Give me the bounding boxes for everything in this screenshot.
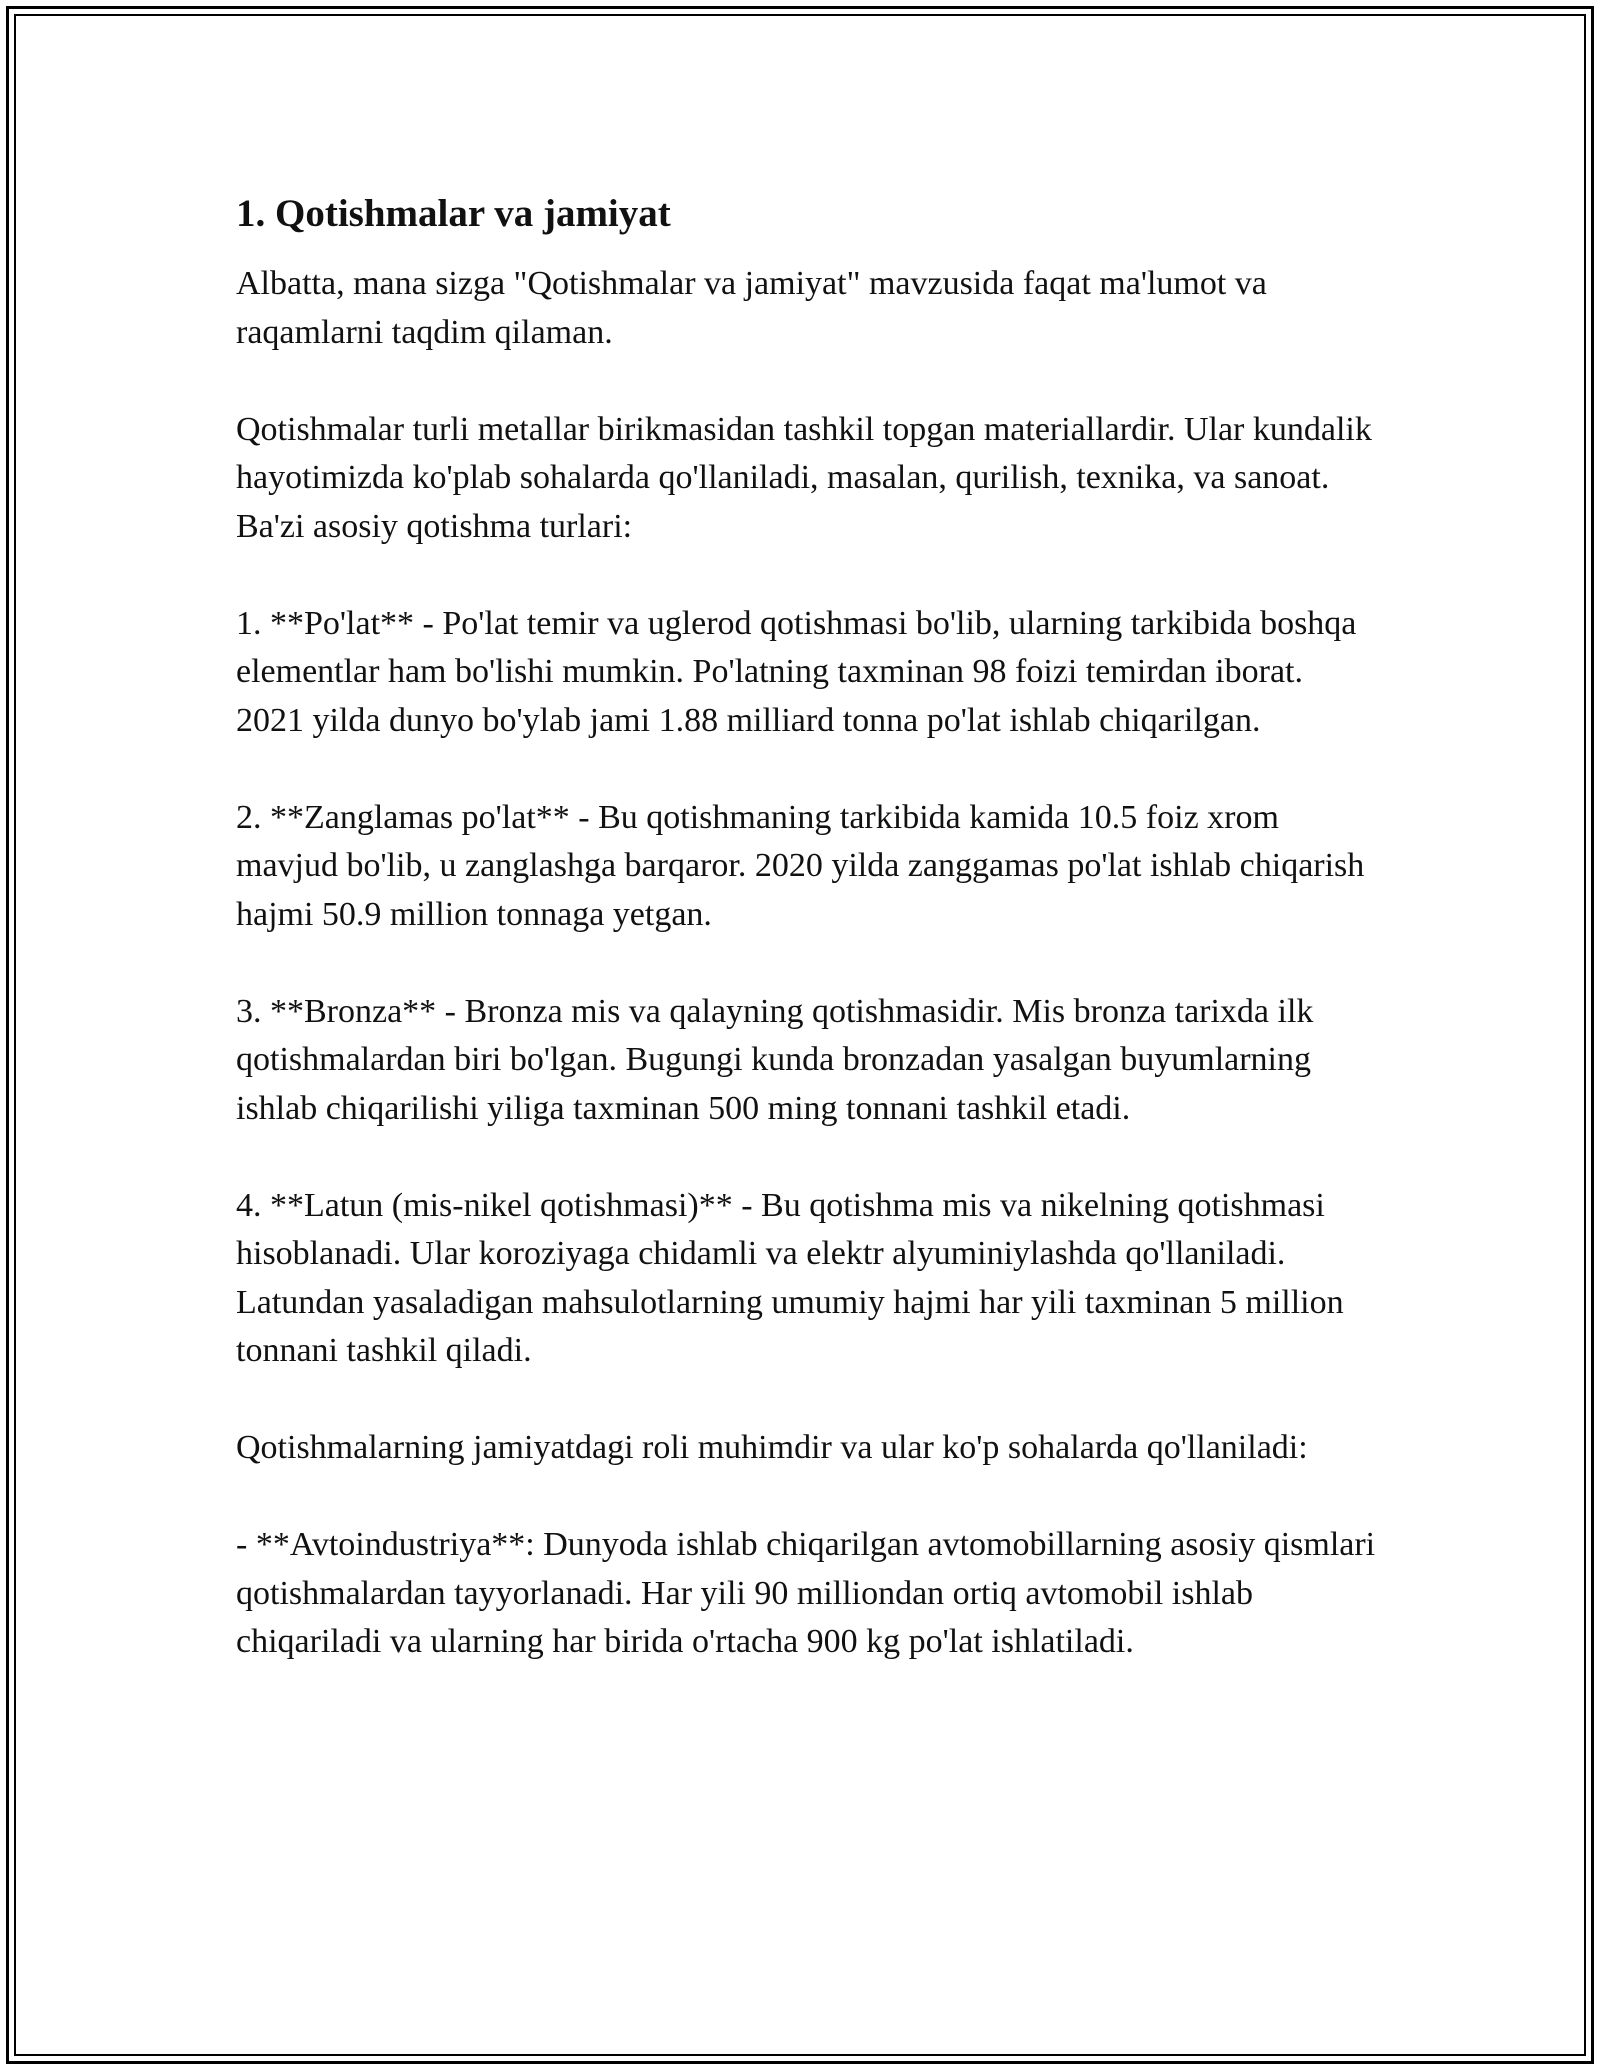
paragraph-auto-industry: - **Avtoindustriya**: Dunyoda ishlab chiqarilgan avtomobillarning asosiy qismlari qotishmalardan tayyorlanadi. Har yili 90 milliondan ortiq avtomobil ishlab chiqariladi va ularning har birida o'rtacha 900 kg po'lat ishlatiladi.: [236, 1526, 1376, 1660]
paragraph-intro: Albatta, mana sizga "Qotishmalar va jamiyat" mavzusida faqat ma'lumot va raqamlarni taqdim qilaman.: [236, 265, 1267, 351]
document-body: [236, 188, 1376, 1715]
paragraph-society-role: Qotishmalarning jamiyatdagi roli muhimdir va ular ko'p sohalarda qo'llaniladi:: [236, 1429, 1308, 1466]
paragraph-item-steel: 1. **Po'lat** - Po'lat temir va uglerod qotishmasi bo'lib, ularning tarkibida boshqa elementlar ham bo'lishi mumkin. Po'latning taxminan 98 foizi temirdan iborat. 2021 yilda dunyo bo'ylab jami 1.88 milliard tonna po'lat ishlab chiqarilgan.: [236, 604, 1357, 739]
paragraph-item-stainless-steel: 2. **Zanglamas po'lat** - Bu qotishmaning tarkibida kamida 10.5 foiz xrom mavjud bo'lib, u zanglashga barqaror. 2020 yilda zanggamas po'lat ishlab chiqarish hajmi 50.9 million tonnaga yetgan.: [236, 798, 1365, 933]
paragraph-overview: Qotishmalar turli metallar birikmasidan tashkil topgan materiallardir. Ular kundalik hayotimizda ko'plab sohalarda qo'llaniladi, masalan, qurilish, texnika, va sanoat. Ba'zi asosiy qotishma turlari:: [236, 410, 1372, 545]
paragraph-item-brass: 4. **Latun (mis-nikel qotishmasi)** - Bu qotishma mis va nikelning qotishmasi hisoblanadi. Ular koroziyaga chidamli va elektr alyuminiylashda qo'llaniladi. Latundan yasaladigan mahsulotlarning umumiy hajmi har yili taxminan 5 million tonnani tashkil qiladi.: [236, 1186, 1344, 1369]
section-heading: 1. Qotishmalar va jamiyat: [236, 192, 671, 235]
paragraph-item-bronze: 3. **Bronza** - Bronza mis va qalayning qotishmasidir. Mis bronza tarixda ilk qotishmalardan biri bo'lgan. Bugungi kunda bronzadan yasalgan buyumlarning ishlab chiqarilishi yiliga taxminan 500 ming tonnani tashkil etadi.: [236, 992, 1314, 1127]
